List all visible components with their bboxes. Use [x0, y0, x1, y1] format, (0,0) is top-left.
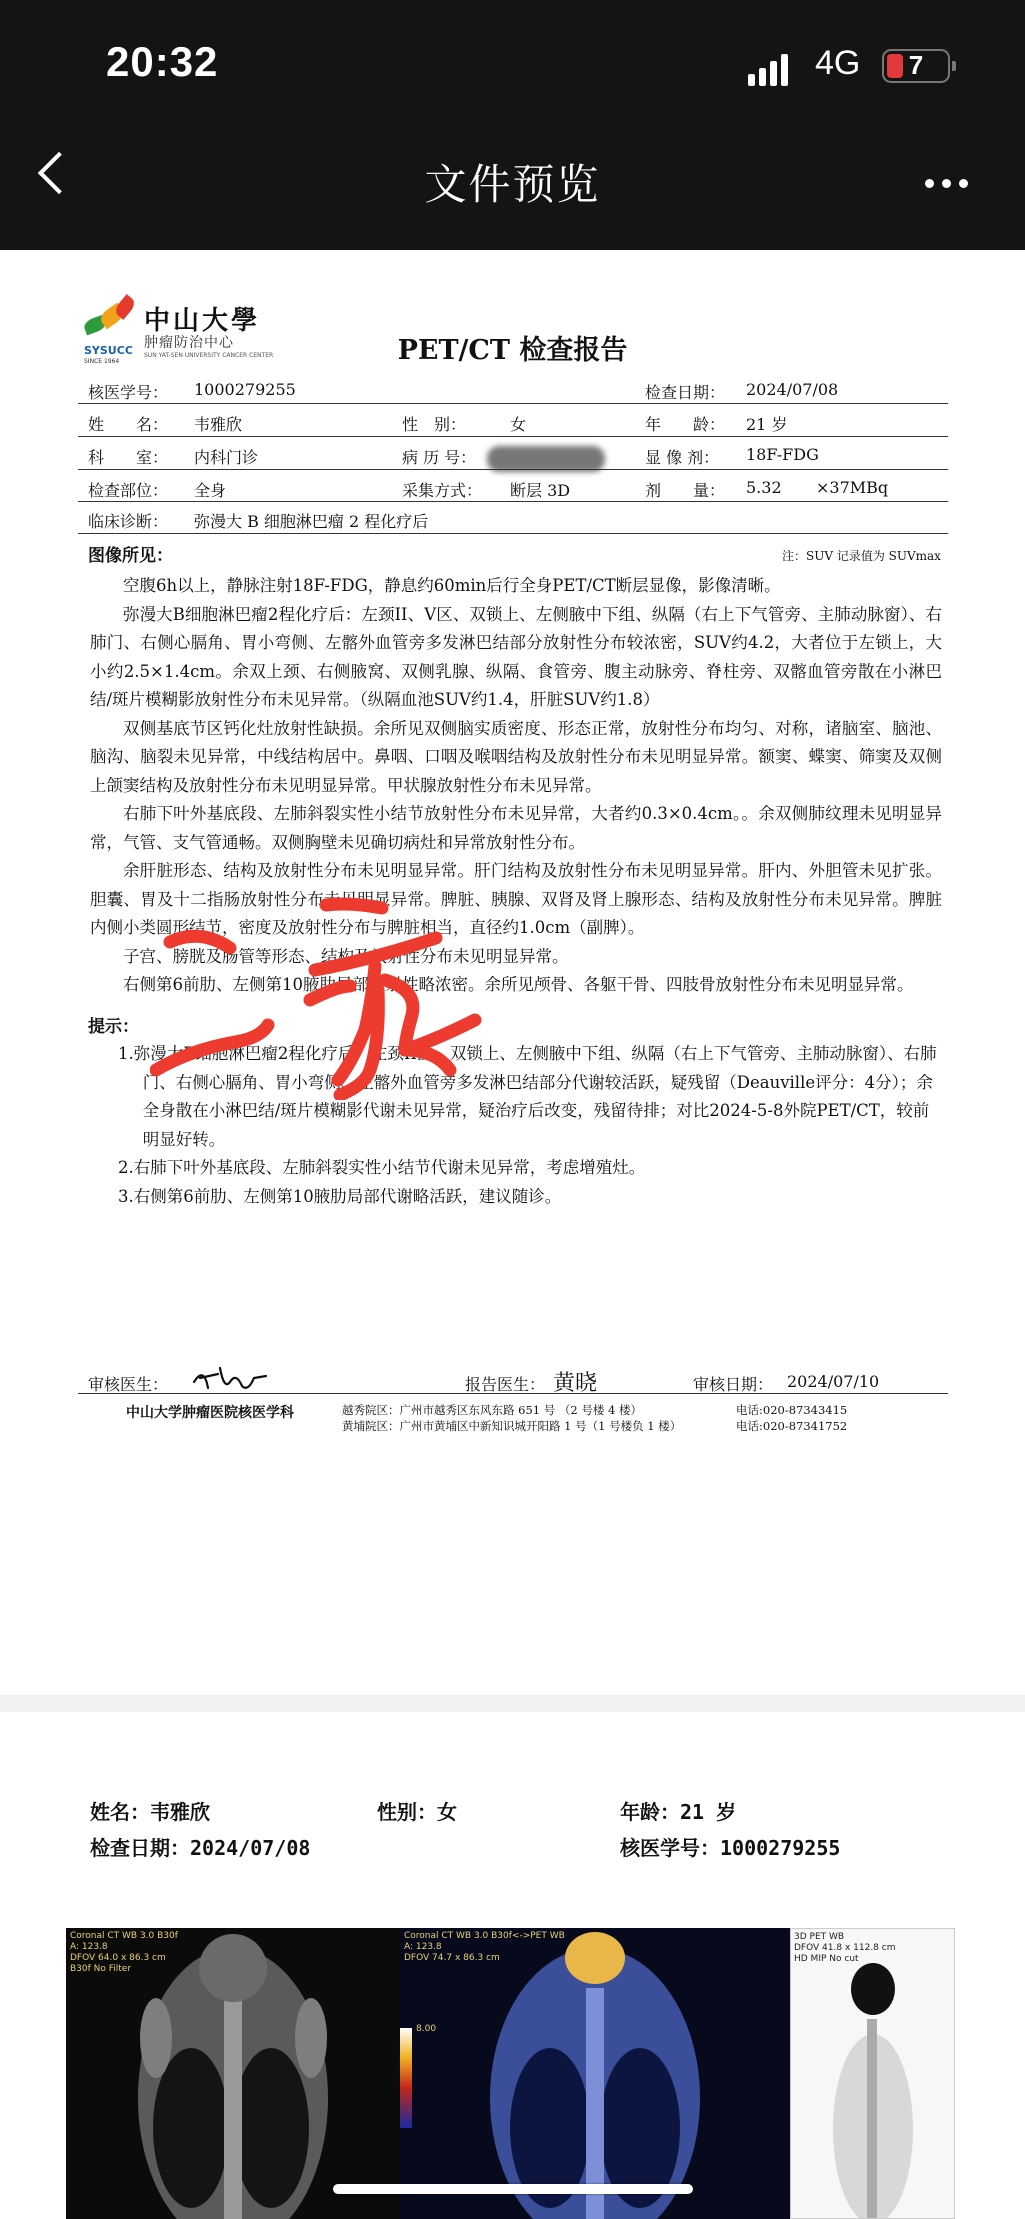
- images-page: [0, 1712, 1025, 2219]
- suv-note: 注：SUV 记录值为 SUVmax: [782, 549, 941, 563]
- p2-exam-date: 检查日期：2024/07/08: [90, 1836, 311, 1860]
- page-title: 文件预览: [424, 160, 601, 209]
- p2-sex: 性别：女: [377, 1800, 457, 1824]
- home-indicator[interactable]: [333, 2184, 693, 2194]
- p2-name: 姓名：韦雅欣: [90, 1800, 210, 1824]
- status-time: 20:32: [106, 38, 219, 85]
- network-type: 4G: [815, 44, 861, 82]
- ct-coronal-image: Coronal CT WB 3.0 B30f A: 123.8 DFOV 64.0 x 86.3 cm B30f No Filter: [66, 1928, 400, 2219]
- tips-heading: 提示：: [88, 1017, 139, 1037]
- reviewer-label: 审核医生：: [88, 1375, 169, 1394]
- footer-tel-2: 电话:020-87341752: [736, 1419, 848, 1433]
- report-title: PET/CT 检查报告: [397, 335, 628, 366]
- footer-address-1: 越秀院区：广州市越秀区东风东路 651 号 （2 号楼 4 楼）: [342, 1403, 643, 1417]
- hospital-logo: SYSUCC SINCE 1964 中山大學 肿瘤防治中心 SUN YAT-SEN UNIVERSITY CANCER CENTER: [84, 300, 274, 370]
- battery-level: 7: [908, 50, 924, 80]
- reviewer-signature: [190, 1362, 270, 1394]
- petct-fusion-image: Coronal CT WB 3.0 B30f<->PET WB A: 123.8 DFOV 74.7 x 86.3 cm 8.00: [400, 1928, 790, 2219]
- findings-text: 空腹6h以上，静脉注射18F-FDG，静息约60min后行全身PET/CT断层显像，影像清晰。 弥漫大B细胞淋巴瘤2程化疗后：左颈II、V区、双锁上、左侧腋中下组、纵隔（右上下气管旁、主肺动脉窗）、右肺门、右侧心膈角、胃小弯侧、左髂外血管旁多发淋巴结部分放射性分布较浓密，SUV约4.2，大者位于左锁上，大小约2.5×1.4cm。余双上颈、右侧腋窝、双侧乳腺、纵隔、食管旁、腹主动脉旁、脊柱旁、双髂血管旁散在小淋巴结/斑片模糊影放射性分布未见异常。（纵隔血池SUV约1.4，肝脏SUV约1.8） 双侧基底节区钙化灶放射性缺损。余所见双侧脑实质密度、形态正常，放射性分布均匀、对称，诸脑室、脑池、脑沟、脑裂未见异常，中线结构居中。鼻咽、口咽及喉咽结构及放射性分布未见明显异常。额窦、蝶窦、筛窦及双侧上颌窦结构及放射性分布未见明显异常。甲状腺放射性分布未见异常。 右肺下叶外基底段、左肺斜裂实性小结节放射性分布未见异常，大者约0.3×0.4cm。。余双侧肺纹理未见明显异常，气管、支气管通畅。双侧胸壁未见确切病灶和异常放射性分布。 余肝脏形态、结构及放射性分布未见明显异常。肝门结构及放射性分布未见明显异常。肝内、外胆管未见扩张。胆囊、胃及十二指肠放射性分布未见明显异常。脾脏、胰腺、双肾及肾上腺形态、结构及放射性分布未见异常。脾脏内侧小类圆形结节，密度及放射性分布与脾脏相当，直径约1.0cm（副脾）。 子宫、膀胱及肠管等形态、结构及放射性分布未见明显异常。 右侧第6前肋、左侧第10腋肋局部放射性略浓密。余所见颅骨、各躯干骨、四肢骨放射性分布未见明显异常。: [90, 576, 942, 994]
- top-bar: [0, 0, 1025, 250]
- review-date: 2024/07/10: [787, 1372, 880, 1391]
- red-handwriting-annotation: [150, 890, 510, 1100]
- reporter-label: 报告医生：: [465, 1375, 546, 1394]
- report-page: SYSUCC SINCE 1964 中山大學 肿瘤防治中心 SUN YAT-SEN UNIVERSITY CANCER CENTER PET/CT 检查报告 核医学号： 1000279255 检查日期： 2024/07/08 姓 名： 韦雅欣 性 别： 女 年 龄： 21 岁 科 室： 内科门诊 病 历 号： 显 像 剂： 18F-FDG 检查部位： 全身 采集方式： 断层 3D 剂 量： 5.32 ×37MBq 临床诊断： 弥漫大 B 细胞淋巴瘤 2 程化疗后 图像所见： 注：SUV 记录值为 SUVmax 空腹6h以上，静脉注射18F-FDG，静息约60min后行全身PET/CT断层显像，影像清晰。 弥漫大B细胞淋巴瘤2程化疗后：左颈II、V区、双锁上、左侧腋中下组、纵隔（右上下气管旁、主肺动脉窗）、右肺门、右侧心膈角、胃小弯侧、左髂外血管旁多发淋巴结部分放射性分布较浓密，SUV约4.2，大者位于左锁上，大小约2.5×1.4cm。余双上颈、右侧腋窝、双侧乳腺、纵隔、食管旁、腹主动脉旁、脊柱旁、双髂血管旁散在小淋巴结/斑片模糊影放射性分布未见异常。（纵隔血池SUV约1.4，肝脏SUV约1.8） 双侧基底节区钙化灶放射性缺损。余所见双侧脑实质密度、形态正常，放射性分布均匀、对称，诸脑室、脑池、脑沟、脑裂未见异常，中线结构居中。鼻咽、口咽及喉咽结构及放射性分布未见明显异常。额窦、蝶窦、筛窦及双侧上颌窦结构及放射性分布未见明显异常。甲状腺放射性分布未见异常。 右肺下叶外基底段、左肺斜裂实性小结节放射性分布未见异常，大者约0.3×0.4cm。。余双侧肺纹理未见明显异常，气管、支气管通畅。双侧胸壁未见确切病灶和异常放射性分布。 余肝脏形态、结构及放射性分布未见明显异常。肝门结构及放射性分布未见明显异常。肝内、外胆管未见扩张。胆囊、胃及十二指肠放射性分布未见明显异常。脾脏、胰腺、双肾及肾上腺形态、结构及放射性分布未见异常。脾脏内侧小类圆形结节，密度及放射性分布与脾脏相当，直径约1.0cm（副脾）。 子宫、膀胱及肠管等形态、结构及放射性分布未见明显异常。 右侧第6前肋、左侧第10腋肋局部放射性略浓密。余所见颅骨、各躯干骨、四肢骨放射性分布未见明显异常。 提示： 1.弥漫大B细胞淋巴瘤2程化疗后，左颈II区、双锁上、左侧腋中下组、纵隔（右上下气管旁、主肺动脉窗）、右肺门、右侧心膈角、胃小弯侧、左髂外血管旁多发淋巴结部分代谢较活跃，疑残留（Deauville评分：4分）；余全身散在小淋巴结/斑片模糊影代谢未见异常，疑治疗后改变，残留待排；对比2024-5-8外院PET/CT，较前明显好转。 2.右肺下叶外基底段、左肺斜裂实性小结节代谢未见异常，考虑增殖灶。 3.右侧第6前肋、左侧第10腋肋局部代谢略活跃，建议随诊。 审核医生： 报告医生： 黄晓 审核日期： 2024/07/10 中山大学肿瘤医院核医学科 越秀院区：广州市越秀区东风东路 651 号 （2 号楼 4 楼） 黄埔院区：广州市黄埔区中新知识城开阳路 1 号（1 号楼负 1 楼） 电话:020-87343415 电话:020-87341752: [0, 250, 1025, 1695]
- reporter-name: 黄晓: [553, 1371, 598, 1396]
- findings-heading: 图像所见：: [88, 546, 173, 566]
- signal-icon: [748, 52, 792, 86]
- footer-dept: 中山大学肿瘤医院核医学科: [126, 1405, 294, 1421]
- review-date-label: 审核日期：: [693, 1375, 774, 1394]
- battery-icon: [882, 49, 950, 83]
- footer-address-2: 黄埔院区：广州市黄埔区中新知识城开阳路 1 号（1 号楼负 1 楼）: [342, 1419, 682, 1433]
- more-options-icon[interactable]: [925, 173, 976, 192]
- pet-mip-image: 3D PET WB DFOV 41.8 x 112.8 cm HD MIP No cut: [790, 1928, 955, 2219]
- tips-text: 1.弥漫大B细胞淋巴瘤2程化疗后，左颈II区、双锁上、左侧腋中下组、纵隔（右上下气管旁、主肺动脉窗）、右肺门、右侧心膈角、胃小弯侧、左髂外血管旁多发淋巴结部分代谢较活跃，疑残留（Deauville评分：4分）；余全身散在小淋巴结/斑片模糊影代谢未见异常，疑治疗后改变，残留待排；对比2024-5-8外院PET/CT，较前明显好转。 2.右肺下叶外基底段、左肺斜裂实性小结节代谢未见异常，考虑增殖灶。 3.右侧第6前肋、左侧第10腋肋局部代谢略活跃，建议随诊。: [118, 1044, 937, 1206]
- footer-tel-1: 电话:020-87343415: [736, 1403, 848, 1417]
- p2-age: 年龄：21 岁: [620, 1800, 737, 1824]
- p2-nuclear-no: 核医学号：1000279255: [620, 1836, 841, 1860]
